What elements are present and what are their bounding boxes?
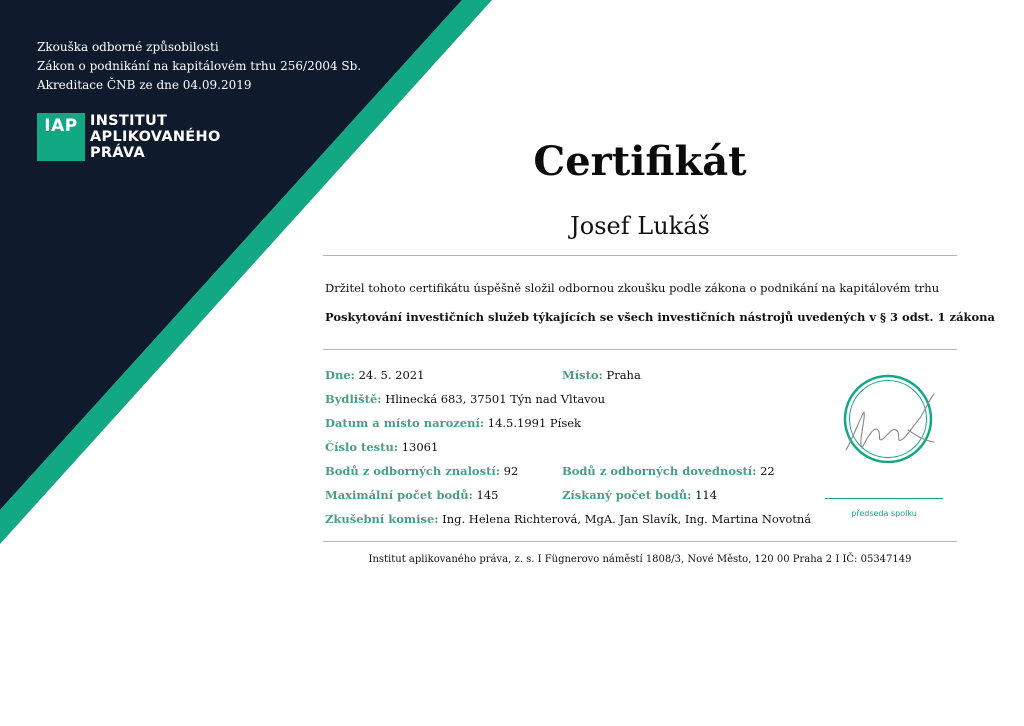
field-max-label: Maximální počet bodů:	[325, 488, 473, 502]
signature-line	[825, 498, 943, 499]
field-test-value: 13061	[401, 440, 439, 454]
field-knowledge-value: 92	[503, 464, 519, 478]
field-max-value: 145	[476, 488, 499, 502]
field-birth	[325, 415, 581, 431]
certificate-scope: Poskytování investičních služeb týkajících se všech investičních nástrojů uvedených v § 3 odst. 1 zákona	[325, 310, 995, 324]
divider-bottom	[323, 541, 957, 542]
law-reference: Zákon o podnikání na kapitálovém trhu 256/2004 Sb.	[37, 59, 362, 73]
logo-word-3: PRÁVA	[90, 145, 145, 161]
field-place-value: Praha	[606, 368, 641, 382]
logo-word-2: APLIKOVANÉHO	[90, 129, 221, 145]
accreditation: Akreditace ČNB ze dne 04.09.2019	[37, 78, 252, 92]
field-skills-points	[562, 463, 775, 479]
field-committee	[325, 511, 811, 527]
field-obtained-points	[562, 487, 717, 503]
header-info	[37, 38, 361, 95]
footer-address: Institut aplikovaného práva, z. s. I Fügnerovo náměstí 1808/3, Nové Město, 120 00 Praha 2 I IČ: 05347149	[368, 554, 912, 565]
field-date-value: 24. 5. 2021	[358, 368, 425, 382]
field-place	[562, 367, 641, 383]
field-max-points	[325, 487, 498, 503]
field-obtained-label: Získaný počet bodů:	[562, 488, 692, 502]
field-knowledge-points	[325, 463, 518, 479]
field-obtained-value: 114	[695, 488, 718, 502]
field-place-label: Místo:	[562, 368, 603, 382]
signature-scribble	[846, 394, 934, 450]
logo-wordmark	[90, 113, 221, 161]
field-residence-label: Bydliště:	[325, 392, 382, 406]
field-date	[325, 367, 424, 383]
field-skills-label: Bodů z odborných dovedností:	[562, 464, 757, 478]
field-skills-value: 22	[760, 464, 775, 478]
divider-middle	[323, 349, 957, 350]
logo-mark: IAP	[37, 113, 85, 161]
logo-word-1: INSTITUT	[90, 113, 168, 129]
signature-label: předseda spolku	[851, 509, 917, 518]
divider-top	[323, 255, 957, 256]
holder-name: Josef Lukáš	[570, 212, 710, 240]
field-residence-value: Hlinecká 683, 37501 Týn nad Vltavou	[385, 392, 606, 406]
field-residence	[325, 391, 605, 407]
field-committee-label: Zkušební komise:	[325, 512, 439, 526]
field-date-label: Dne:	[325, 368, 355, 382]
stamp-seal	[838, 372, 938, 472]
field-birth-value: 14.5.1991 Písek	[487, 416, 582, 430]
field-test-number	[325, 439, 438, 455]
field-birth-label: Datum a místo narození:	[325, 416, 485, 430]
certificate-title: Certifikát	[533, 138, 747, 185]
certificate-intro: Držitel tohoto certifikátu úspěšně složil odbornou zkoušku podle zákona o podnikání na kapitálovém trhu	[325, 281, 940, 295]
iap-logo	[37, 113, 221, 161]
exam-name: Zkouška odborné způsobilosti	[37, 40, 219, 54]
field-test-label: Číslo testu:	[325, 440, 399, 454]
field-knowledge-label: Bodů z odborných znalostí:	[325, 464, 501, 478]
field-committee-value: Ing. Helena Richterová, MgA. Jan Slavík, Ing. Martina Novotná	[442, 512, 812, 526]
